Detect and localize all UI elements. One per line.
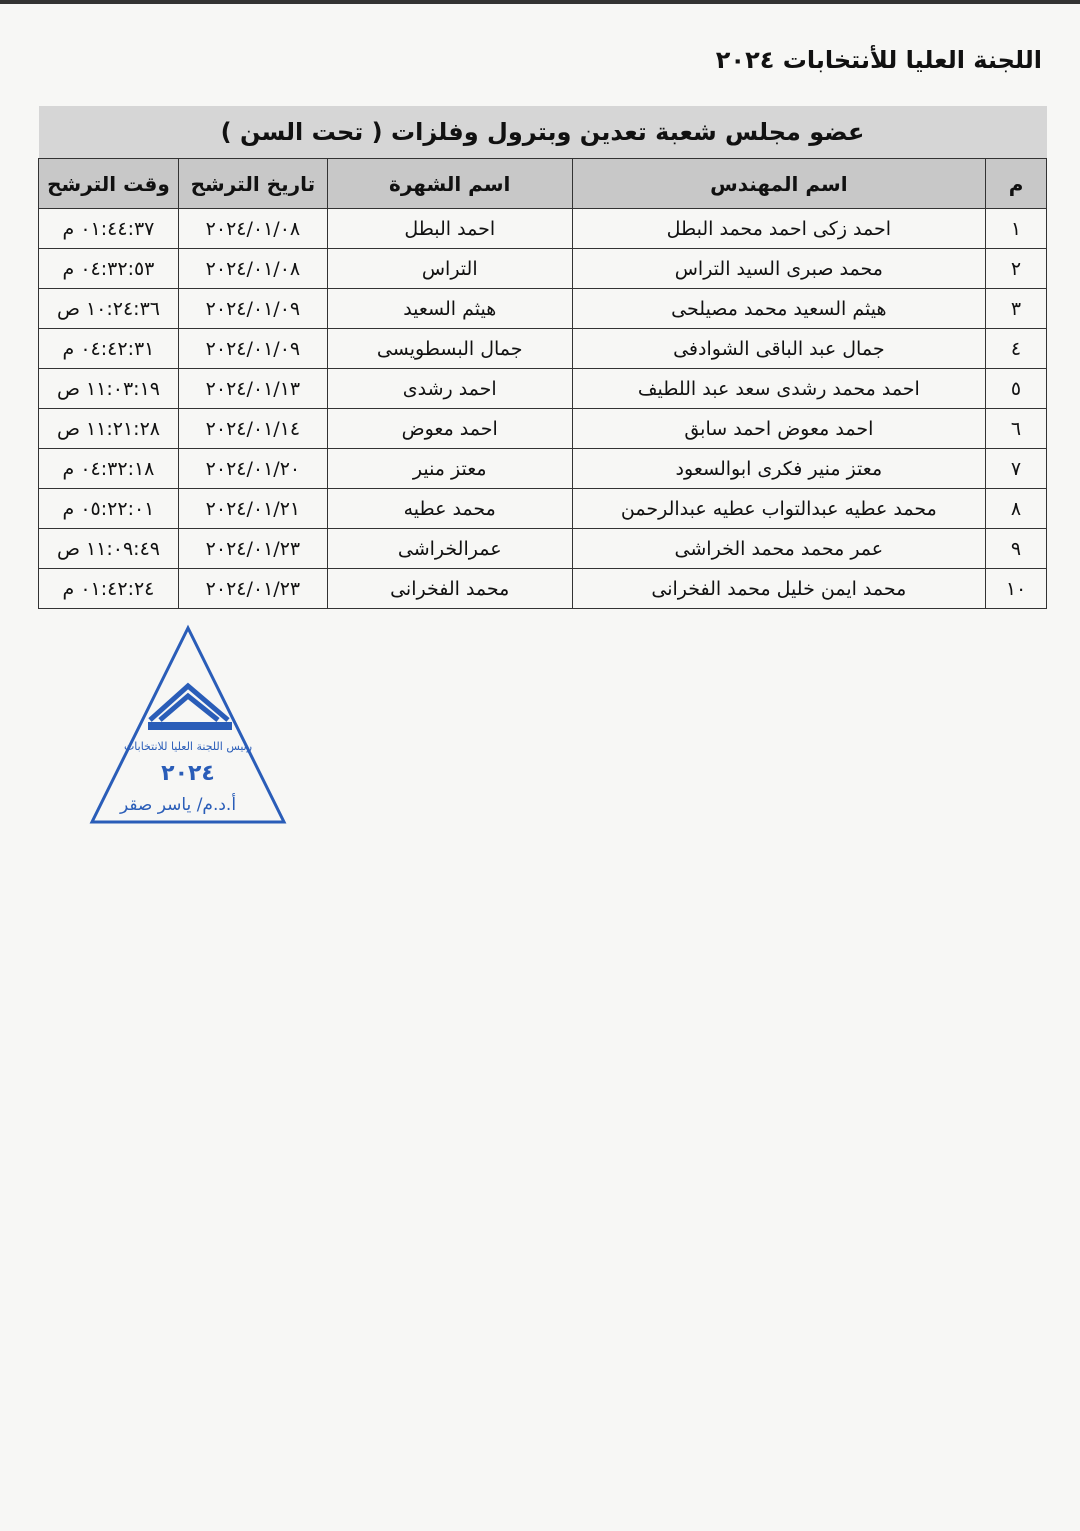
engineer-name: احمد زكى احمد محمد البطل (572, 209, 985, 249)
nomination-time: ١١:٠٩:٤٩ ص (39, 529, 179, 569)
table-row (39, 289, 1047, 329)
col-engineer-name: اسم المهندس (572, 159, 985, 209)
organization-header: اللجنة العليا للأنتخابات ٢٠٢٤ (715, 46, 1042, 74)
table-row (39, 329, 1047, 369)
col-alias: اسم الشهرة (327, 159, 572, 209)
row-number: ٣ (986, 289, 1047, 329)
table-title: عضو مجلس شعبة تعدين وبترول وفلزات ( تحت السن ) (39, 106, 1047, 159)
col-number: م (986, 159, 1047, 209)
engineer-name: محمد ايمن خليل محمد الفخرانى (572, 569, 985, 609)
row-number: ٥ (986, 369, 1047, 409)
table-row (39, 569, 1047, 609)
alias-name: احمد معوض (327, 409, 572, 449)
stamp-signature: أ.د.م/ ياسر صقر (119, 795, 237, 815)
row-number: ١ (986, 209, 1047, 249)
engineer-name: عمر محمد محمد الخراشى (572, 529, 985, 569)
table-row (39, 249, 1047, 289)
row-number: ٩ (986, 529, 1047, 569)
alias-name: احمد البطل (327, 209, 572, 249)
table-row (39, 529, 1047, 569)
alias-name: محمد الفخرانى (327, 569, 572, 609)
alias-name: معتز منير (327, 449, 572, 489)
table-row (39, 209, 1047, 249)
alias-name: احمد رشدى (327, 369, 572, 409)
alias-name: التراس (327, 249, 572, 289)
nomination-date: ٢٠٢٤/٠١/٢٣ (178, 529, 327, 569)
row-number: ٤ (986, 329, 1047, 369)
alias-name: هيثم السعيد (327, 289, 572, 329)
nomination-time: ١٠:٢٤:٣٦ ص (39, 289, 179, 329)
row-number: ٦ (986, 409, 1047, 449)
stamp-year: ٢٠٢٤ (161, 761, 215, 786)
nomination-time: ٠٤:٣٢:١٨ م (39, 449, 179, 489)
row-number: ٢ (986, 249, 1047, 289)
row-number: ١٠ (986, 569, 1047, 609)
nomination-date: ٢٠٢٤/٠١/٠٩ (178, 329, 327, 369)
header-row (39, 159, 1047, 209)
col-date: تاريخ الترشح (178, 159, 327, 209)
table-row (39, 369, 1047, 409)
nomination-date: ٢٠٢٤/٠١/٠٨ (178, 249, 327, 289)
alias-name: عمرالخراشى (327, 529, 572, 569)
nomination-date: ٢٠٢٤/٠١/٢٠ (178, 449, 327, 489)
nomination-date: ٢٠٢٤/٠١/٠٩ (178, 289, 327, 329)
col-time: وقت الترشح (39, 159, 179, 209)
row-number: ٧ (986, 449, 1047, 489)
candidates-table (38, 106, 1047, 609)
row-number: ٨ (986, 489, 1047, 529)
nomination-time: ١١:٢١:٢٨ ص (39, 409, 179, 449)
engineer-name: احمد معوض احمد سابق (572, 409, 985, 449)
alias-name: محمد عطيه (327, 489, 572, 529)
nomination-date: ٢٠٢٤/٠١/٢٣ (178, 569, 327, 609)
table-row (39, 489, 1047, 529)
nomination-date: ٢٠٢٤/٠١/١٣ (178, 369, 327, 409)
nomination-time: ٠١:٤٢:٢٤ م (39, 569, 179, 609)
committee-stamp (88, 624, 288, 828)
nomination-date: ٢٠٢٤/٠١/٠٨ (178, 209, 327, 249)
engineer-name: محمد عطيه عبدالتواب عطيه عبدالرحمن (572, 489, 985, 529)
engineer-name: محمد صبرى السيد التراس (572, 249, 985, 289)
nomination-time: ٠١:٤٤:٣٧ م (39, 209, 179, 249)
nomination-time: ٠٤:٤٢:٣١ م (39, 329, 179, 369)
scan-border (0, 0, 1080, 4)
table-row (39, 409, 1047, 449)
alias-name: جمال البسطويسى (327, 329, 572, 369)
stamp-text: رئيس اللجنة العليا للانتخابات (123, 740, 253, 753)
nomination-date: ٢٠٢٤/٠١/١٤ (178, 409, 327, 449)
engineer-name: معتز منير فكرى ابوالسعود (572, 449, 985, 489)
nomination-time: ٠٥:٢٢:٠١ م (39, 489, 179, 529)
nomination-date: ٢٠٢٤/٠١/٢١ (178, 489, 327, 529)
engineer-name: جمال عبد الباقى الشوادفى (572, 329, 985, 369)
nomination-time: ٠٤:٣٢:٥٣ م (39, 249, 179, 289)
table-row (39, 449, 1047, 489)
engineer-name: هيثم السعيد محمد مصيلحى (572, 289, 985, 329)
nomination-time: ١١:٠٣:١٩ ص (39, 369, 179, 409)
engineer-name: احمد محمد رشدى سعد عبد اللطيف (572, 369, 985, 409)
